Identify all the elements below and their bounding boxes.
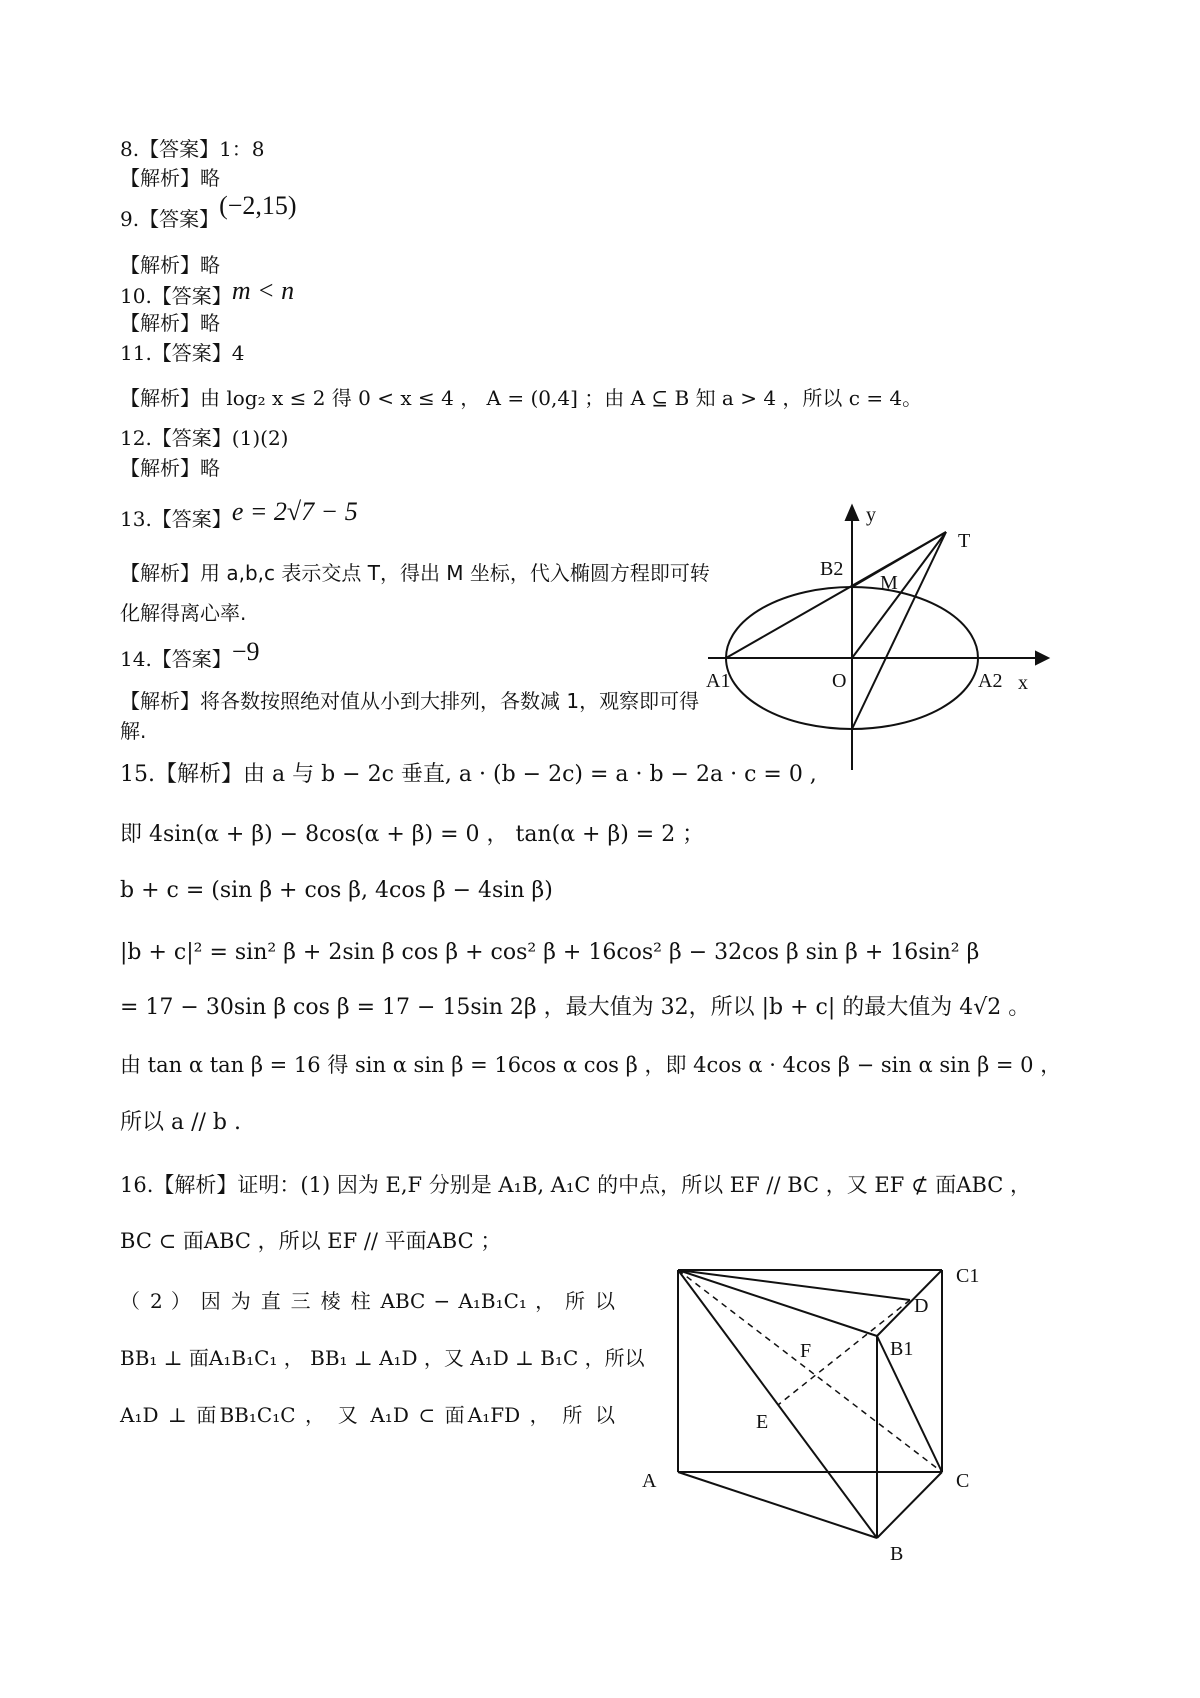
y-axis-arrow [846, 506, 858, 520]
analysis-8: 【解析】略 [120, 166, 220, 190]
label-C: C [956, 1470, 970, 1492]
label-A1: A1 [706, 670, 731, 692]
analysis-13-line1: 【解析】用 a,b,c 表示交点 T，得出 M 坐标，代入椭圆方程即可转 [120, 561, 710, 585]
edge-B-C [877, 1472, 942, 1538]
edge-A1-B1 [678, 1270, 877, 1336]
dashed-A1-C [678, 1270, 942, 1472]
answer-10-math: m < n [231, 276, 295, 305]
label-x: x [1018, 672, 1028, 694]
analysis-15-line4: |b + c|² = sin² β + 2sin β cos β + cos² β + 16cos² β − 32cos β sin β + 16sin² β [120, 940, 980, 965]
analysis-15-line7: 所以 a // b . [120, 1110, 241, 1135]
label-B2: B2 [820, 558, 844, 580]
analysis-16-line5: A₁D ⊥ 面BB₁C₁C ， 又 A₁D ⊂ 面A₁FD ， 所 以 [120, 1403, 615, 1427]
label-C1: C1 [956, 1265, 980, 1287]
answer-13-math: e = 2√7 − 5 [231, 497, 358, 526]
answer-9-label: 9.【答案】 [120, 207, 220, 231]
analysis-15-line3: b + c = (sin β + cos β, 4cos β − 4sin β) [120, 878, 553, 903]
label-B1: B1 [890, 1338, 914, 1360]
ellipse-figure [700, 500, 1060, 785]
analysis-15-line1: 15.【解析】由 a 与 b − 2c 垂直, a · (b − 2c) = a · b − 2a · c = 0 , [120, 762, 817, 787]
analysis-16-line2: BC ⊂ 面ABC ，所以 EF // 平面ABC ； [120, 1229, 502, 1253]
edge-A1-B [678, 1270, 877, 1538]
answer-11: 11.【答案】4 [120, 341, 245, 365]
label-E: E [756, 1411, 769, 1433]
label-O: O [832, 670, 847, 692]
analysis-10: 【解析】略 [120, 311, 220, 335]
analysis-15-line2: 即 4sin(α + β) − 8cos(α + β) = 0 ， tan(α + β) = 2 ； [120, 822, 705, 847]
answer-14 [120, 637, 260, 672]
analysis-14-line1: 【解析】将各数按照绝对值从小到大排列，各数减 1，观察即可得 [120, 689, 700, 713]
analysis-12: 【解析】略 [120, 456, 220, 480]
label-T: T [958, 530, 971, 552]
analysis-16-line3: （ 2 ） 因 为 直 三 棱 柱 ABC − A₁B₁C₁ ， 所 以 [120, 1289, 615, 1313]
analysis-16-line4: BB₁ ⊥ 面A₁B₁C₁ ， BB₁ ⊥ A₁D ，又 A₁D ⊥ B₁C ，所以 [120, 1346, 645, 1370]
label-D: D [914, 1295, 929, 1317]
label-M: M [880, 572, 898, 594]
answer-10 [120, 276, 295, 309]
analysis-15-line6: 由 tan α tan β = 16 得 sin α sin β = 16cos α cos β ，即 4cos α · 4cos β − sin α sin β = 0 ， [120, 1053, 1062, 1077]
answer-10-label: 10.【答案】 [120, 284, 232, 308]
prism-figure [640, 1260, 1020, 1698]
edge-A1-D [678, 1270, 910, 1300]
label-y: y [866, 504, 876, 526]
analysis-15-line5: = 17 − 30sin β cos β = 17 − 15sin 2β ，最大值为 32，所以 |b + c| 的最大值为 4√2 。 [120, 995, 1031, 1020]
line-bottom-T [852, 532, 946, 729]
analysis-16-line1: 16.【解析】证明：(1) 因为 E,F 分别是 A₁B, A₁C 的中点，所以 EF // BC ，又 EF ⊄ 面ABC ， [120, 1173, 1032, 1197]
analysis-11: 【解析】由 log₂ x ≤ 2 得 0 < x ≤ 4 ， A = (0,4] ；由 A ⊆ B 知 a > 4 ，所以 c = 4。 [120, 386, 923, 410]
answer-14-math: −9 [231, 637, 260, 666]
answer-9 [120, 191, 297, 232]
answer-12: 12.【答案】(1)(2) [120, 426, 289, 450]
label-F: F [800, 1340, 812, 1362]
label-A: A [642, 1470, 657, 1492]
answer-14-label: 14.【答案】 [120, 647, 232, 671]
answer-9-math: (−2,15) [219, 191, 297, 220]
edge-A-B [678, 1472, 877, 1538]
analysis-9: 【解析】略 [120, 253, 220, 277]
label-A2: A2 [978, 670, 1003, 692]
answer-8: 8.【答案】1：8 [120, 137, 265, 161]
label-B: B [890, 1543, 904, 1565]
analysis-13-line2: 化解得离心率. [120, 601, 247, 625]
x-axis-arrow [1036, 652, 1048, 664]
answer-13 [120, 497, 358, 532]
edge-B1-C1 [877, 1270, 942, 1336]
analysis-14-line2: 解. [120, 719, 147, 743]
answer-13-label: 13.【答案】 [120, 507, 232, 531]
line-O-T [852, 532, 946, 658]
